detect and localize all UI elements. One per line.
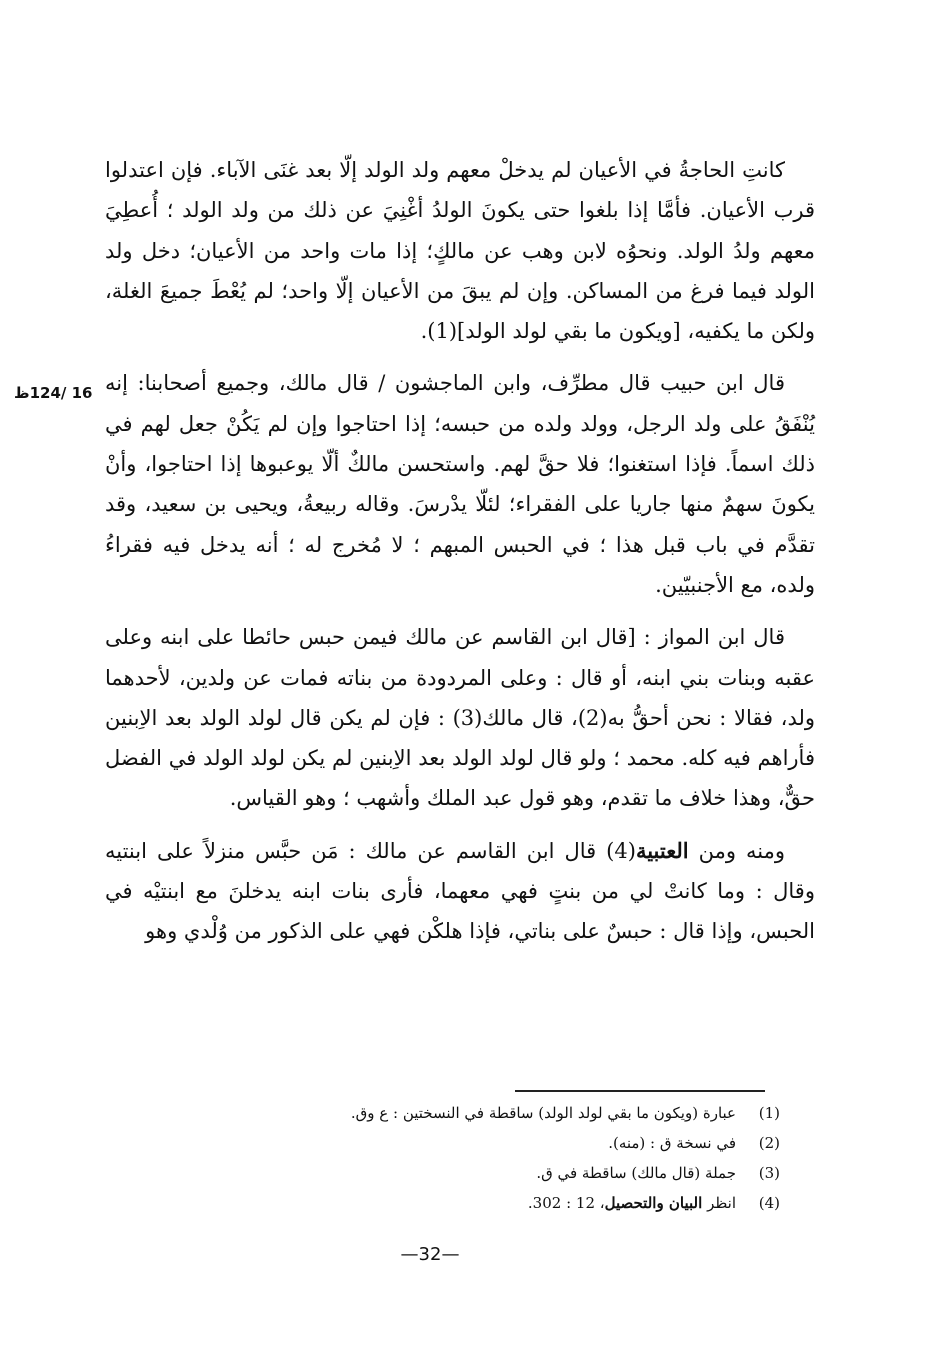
- paragraph-2: قال ابن حبيب قال مطرِّف، وابن الماجشون / قال مالك، وجميع أصحابنا: إنه يُنْفَقُ على ولد الرجل، وولد ولده من حبسه؛ إذا احتاجوا وإن لم يَكُنْ جعل لهم في ذلك اسماً. فإذا استغنوا؛ فلا حقَّ لهم. واستحسن مالكٌ ألّا يوعبوها إذا احتاجوا، وأنْ يكونَ سهمٌ منها جاريا على الفقراء؛ لئلّا يدْرسَ. وقاله ربيعةُ، ويحيى بن سعيد، وقد تقدَّم في باب قبل هذا ؛ في الحبس المبهم ؛ لا مُخرج له ؛ أنه يدخل فيه فقراءُ ولده، مع الأجنبيّين.: [105, 371, 815, 597]
- page-number: —32—: [400, 1244, 460, 1265]
- footnote-number: (1): [758, 1104, 780, 1122]
- footnote-4: [300, 1188, 780, 1218]
- footnote-divider: [515, 1090, 765, 1092]
- footnote-1: [300, 1098, 780, 1128]
- paragraph-1: كانتِ الحاجةُ في الأعيان لم يدخلْ معهم ولد الولد إلّا بعد غنَى الآباء. فإن اعتدلوا قرب الأعيان. فأمَّا إذا بلغوا حتى يكونَ الولدُ أغْنِيَ عن ذلك من ولد الولد ؛ أُعطِيَ معهم ولدُ الولد. ونحوُه لابن وهب عن مالكٍ؛ إذا مات واحد من الأعيان؛ دخل ولد الولد فيما فرغ من المساكن. وإن لم يبقَ من الأعيان إلّا واحد؛ لم يُعْطَ جميعَ الغلة، ولكن ما يكفيه، [ويكون ما بقي لولد الولد](1).: [105, 158, 815, 344]
- footnote-ref-4: (4): [606, 838, 636, 863]
- paragraph-3: قال ابن المواز : [قال ابن القاسم عن مالك فيمن حبس حائطا على ابنه وعلى عقبه وبنات بني ابنه، أو قال : وعلى المردودة من بناته فمات عن ولدين، لأحدهما ولد، فقالا : نحن أحقُّ به(2)، قال مالك(3) : فإن لم يكن قال لولد الولد بعد الاِبنين فأراهم فيه كله. محمد ؛ ولو قال لولد الولد بعد الاِبنين لم يكن لولد الولد في الفضل حقٌّ، وهذا خلاف ما تقدم، وهو قول عبد الملك وأشهب ؛ وهو القياس.: [105, 625, 816, 811]
- footnote-text: في نسخة ق : (منه).: [608, 1134, 736, 1152]
- footnote-text: جملة (قال مالك) ساقطة في ق.: [536, 1164, 736, 1182]
- paragraph-4-rest: قال ابن القاسم عن مالك : مَن حبَّس منزلاً على ابنتيه وقال : وما كانتْ لي من بنتٍ فهي معهما، فأرى بنات ابنه يدخلنَ مع ابنتيْه في الحبس، وإذا قال : حبسٌ على بناتي، فإذا هلكْن فهي على الذكور من وُلْدي وهو: [105, 838, 815, 944]
- footnote-number: (3): [758, 1164, 780, 1182]
- folio-margin-note: 16 /124ظ: [14, 384, 93, 402]
- footnote-lead: انظر: [702, 1194, 736, 1212]
- footnote-number: (4): [758, 1194, 780, 1212]
- footnotes: [300, 1098, 780, 1218]
- footnote-number: (2): [758, 1134, 780, 1152]
- footnote-text: ، 12 : 302.: [527, 1194, 605, 1212]
- paragraph-4-lead: ومنه ومن: [688, 838, 785, 863]
- main-text: [105, 150, 815, 952]
- footnote-text: عبارة (ويكون ما بقي لولد الولد) ساقطة في النسختين : ع وق.: [350, 1104, 736, 1122]
- footnote-3: [300, 1158, 780, 1188]
- footnote-2: [300, 1128, 780, 1158]
- source-label: العتبية: [635, 837, 689, 863]
- footnote-book-title: البيان والتحصيل: [604, 1194, 703, 1212]
- paragraph-4: [105, 831, 815, 952]
